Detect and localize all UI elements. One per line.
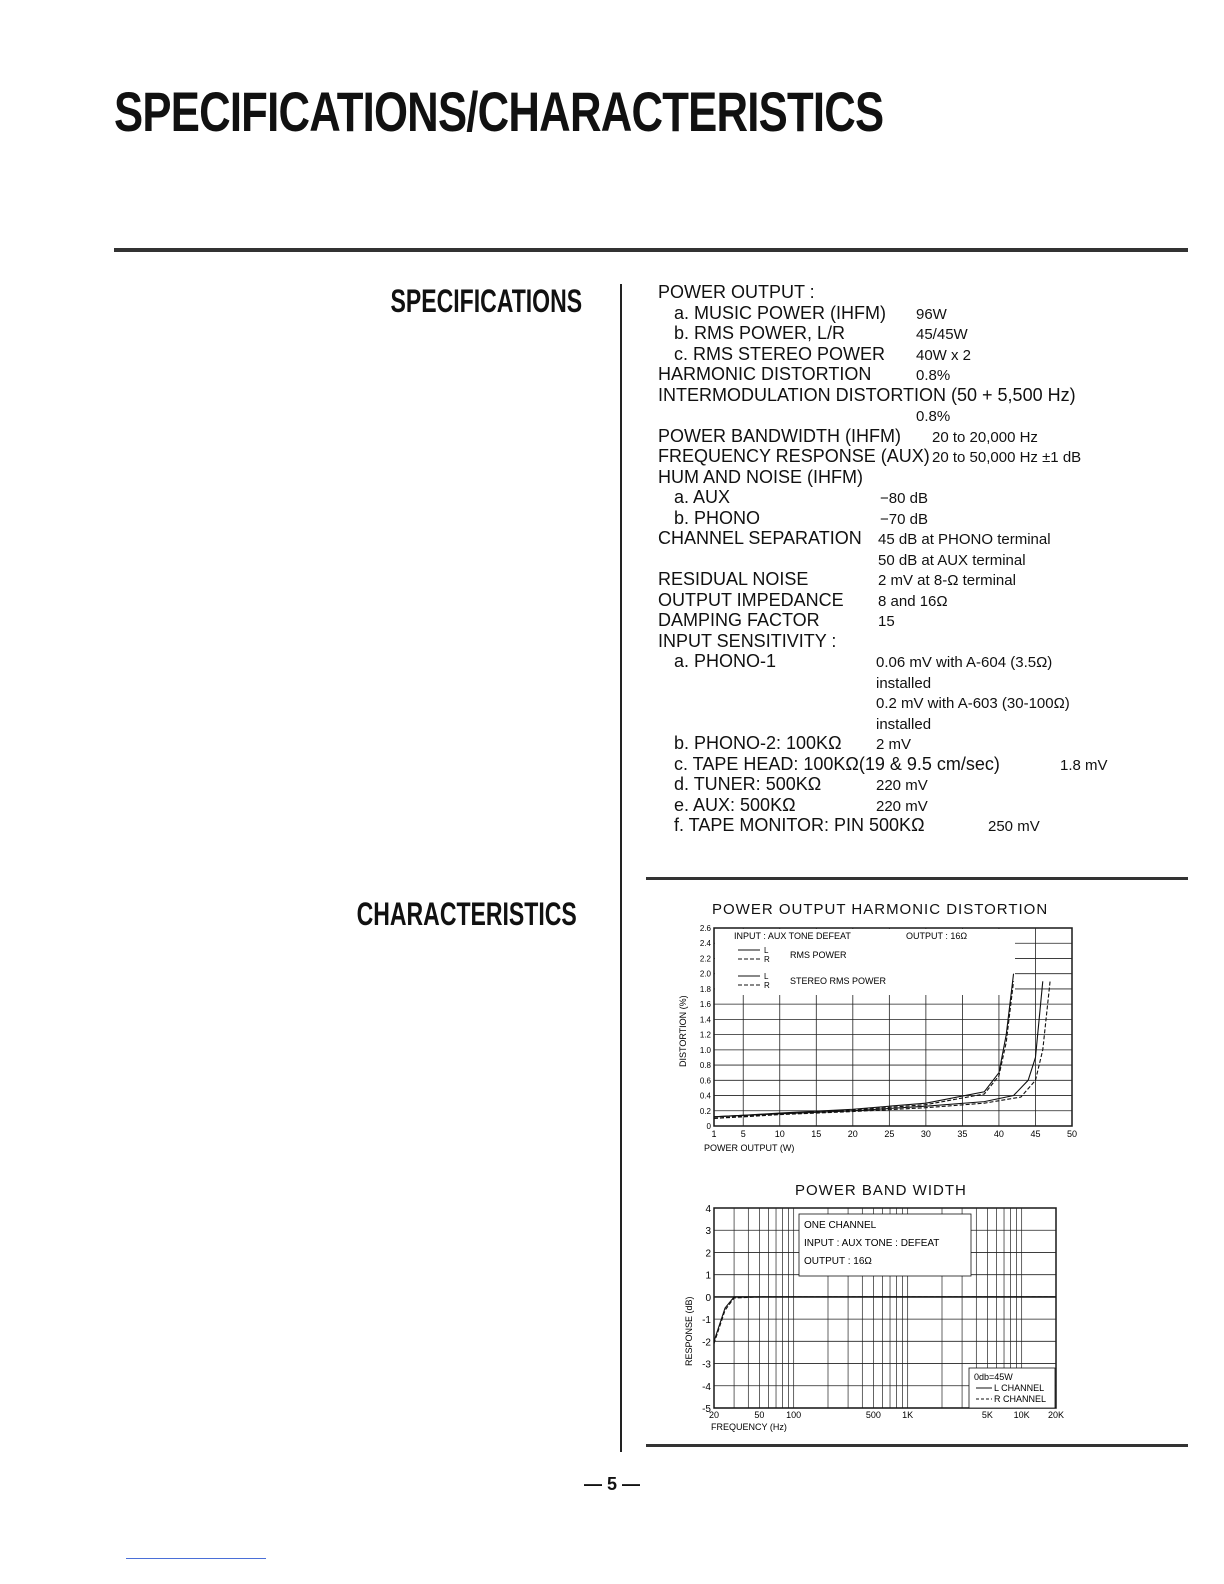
y-tick-label: 0.2 <box>699 1106 711 1116</box>
legend-group-label: STEREO RMS POWER <box>790 976 887 986</box>
spec-value: −80 dB <box>880 490 928 507</box>
x-tick-label: 100 <box>786 1410 802 1420</box>
y-tick-label: -4 <box>702 1381 711 1393</box>
x-tick-label: 15 <box>811 1129 822 1139</box>
spec-label: POWER OUTPUT : <box>658 282 815 302</box>
y-tick-label: 0 <box>705 1292 711 1304</box>
x-tick-label: 20K <box>1047 1410 1065 1420</box>
spec-value: 1.8 mV <box>1060 756 1108 774</box>
spec-label: HARMONIC DISTORTION <box>658 364 872 384</box>
y-tick-label: 2 <box>705 1248 711 1260</box>
spec-value: −70 dB <box>880 510 928 528</box>
spec-label: INPUT SENSITIVITY : <box>658 630 837 651</box>
info-text: ONE CHANNEL <box>804 1220 877 1231</box>
legend-output: OUTPUT : 16Ω <box>906 931 968 941</box>
bandwidth-chart-title: POWER BAND WIDTH <box>795 1182 967 1199</box>
y-tick-label: 2.0 <box>699 969 711 979</box>
legend-line-label: R <box>764 981 770 990</box>
x-axis-label: POWER OUTPUT (W) <box>704 1143 795 1153</box>
x-tick-label: 30 <box>920 1129 931 1139</box>
spec-label: a. AUX <box>674 487 731 507</box>
spec-value: 50 dB at AUX terminal <box>878 551 1026 569</box>
y-tick-label: -1 <box>702 1315 711 1327</box>
spec-label: c. TAPE HEAD: 100KΩ(19 & 9.5 cm/sec) <box>674 753 1000 774</box>
y-tick-label: 2.6 <box>699 924 711 933</box>
spec-value: installed <box>876 674 932 692</box>
x-tick-label: 10K <box>1013 1410 1030 1420</box>
x-tick-label: 20 <box>847 1129 858 1139</box>
specifications-heading: SPECIFICATIONS <box>390 283 582 319</box>
spec-value: 220 mV <box>876 797 928 815</box>
spec-value: 8 and 16Ω <box>878 592 948 610</box>
y-tick-label: 1.2 <box>699 1030 711 1040</box>
y-tick-label: 3 <box>705 1226 711 1238</box>
column-divider <box>620 284 622 1452</box>
legend-label: L CHANNEL <box>994 1383 1045 1393</box>
x-tick-label: 1 <box>711 1129 717 1139</box>
spec-label: b. PHONO-2: 100KΩ <box>674 733 842 753</box>
y-tick-label: 4 <box>705 1204 711 1215</box>
spec-value: 0.06 mV with A-604 (3.5Ω) <box>876 654 1053 671</box>
x-tick-label: 5K <box>981 1410 993 1420</box>
spec-label: f. TAPE MONITOR: PIN 500KΩ <box>674 815 925 835</box>
legend-line-label: L <box>764 972 769 981</box>
x-tick-label: 25 <box>884 1129 895 1139</box>
underline-mark <box>126 1558 266 1559</box>
series-line <box>714 1297 1056 1344</box>
info-text: OUTPUT : 16Ω <box>804 1256 872 1267</box>
spec-label: b. RMS POWER, L/R <box>674 323 846 343</box>
spec-label: b. PHONO <box>674 507 761 528</box>
legend-title: INPUT : AUX TONE DEFEAT <box>734 931 851 941</box>
y-tick-label: 0.8 <box>699 1061 711 1071</box>
x-axis-label: FREQUENCY (Hz) <box>711 1422 787 1432</box>
spec-label: DAMPING FACTOR <box>658 610 820 630</box>
spec-label: e. AUX: 500KΩ <box>674 794 796 815</box>
spec-value: 0.8% <box>916 367 951 384</box>
spec-value: 20 to 20,000 Hz <box>932 428 1038 446</box>
y-tick-label: -2 <box>702 1337 711 1349</box>
spec-value: 250 mV <box>988 818 1040 835</box>
y-tick-label: 1.0 <box>699 1045 711 1055</box>
y-tick-label: 1.4 <box>699 1015 711 1025</box>
spec-label: OUTPUT IMPEDANCE <box>658 589 844 610</box>
characteristics-heading: CHARACTERISTICS <box>356 896 577 932</box>
x-tick-label: 35 <box>957 1129 968 1139</box>
x-tick-label: 20 <box>708 1410 720 1420</box>
y-tick-label: 0 <box>706 1122 711 1131</box>
y-tick-label: 0.4 <box>699 1091 711 1101</box>
y-tick-label: 2.2 <box>699 954 711 964</box>
x-tick-label: 5 <box>740 1129 746 1139</box>
y-tick-label: 1.6 <box>699 1000 711 1010</box>
y-axis-label: DISTORTION (%) <box>678 995 688 1067</box>
x-tick-label: 500 <box>865 1410 881 1420</box>
characteristics-rule <box>646 877 1188 880</box>
y-tick-label: 1.8 <box>699 984 711 994</box>
spec-value: 2 mV at 8-Ω terminal <box>878 572 1016 589</box>
spec-label: c. RMS STEREO POWER <box>674 343 886 364</box>
legend-group-label: RMS POWER <box>790 950 847 960</box>
distortion-chart-title: POWER OUTPUT HARMONIC DISTORTION <box>712 901 1049 918</box>
legend-line-label: R <box>764 955 770 964</box>
spec-value: 45/45W <box>916 326 968 343</box>
x-tick-label: 50 <box>754 1410 765 1420</box>
spec-value: 96W <box>916 305 947 323</box>
info-text: INPUT : AUX TONE : DEFEAT <box>804 1238 940 1249</box>
page-number: — 5 — <box>583 1474 640 1494</box>
spec-label: a. MUSIC POWER (IHFM) <box>674 302 886 323</box>
x-tick-label: 50 <box>1066 1129 1078 1139</box>
spec-value: 45 dB at PHONO terminal <box>878 531 1051 548</box>
page-title: SPECIFICATIONS/CHARACTERISTICS <box>114 80 884 143</box>
spec-value: 2 mV <box>876 736 912 753</box>
spec-label: HUM AND NOISE (IHFM) <box>658 466 863 487</box>
x-tick-label: 40 <box>993 1129 1004 1139</box>
legend-label: 0db=45W <box>974 1372 1013 1382</box>
spec-value: 220 mV <box>876 777 928 794</box>
spec-label: INTERMODULATION DISTORTION (50 + 5,500 Hz) <box>658 384 1076 405</box>
bandwidth-chart <box>670 1200 1090 1445</box>
y-axis-label: RESPONSE (dB) <box>684 1296 694 1366</box>
y-tick-label: -3 <box>702 1359 711 1371</box>
spec-label: POWER BANDWIDTH (IHFM) <box>658 425 901 446</box>
spec-label: RESIDUAL NOISE <box>658 569 809 589</box>
x-tick-label: 10 <box>774 1129 785 1139</box>
top-rule <box>114 248 1188 252</box>
spec-value: 0.2 mV with A-603 (30-100Ω) <box>876 695 1070 712</box>
spec-value: 20 to 50,000 Hz ±1 dB <box>932 449 1082 466</box>
spec-label: a. PHONO-1 <box>674 651 777 671</box>
x-tick-label: 1K <box>902 1410 914 1420</box>
spec-value: 0.8% <box>916 408 951 425</box>
y-tick-label: 0.6 <box>699 1076 711 1086</box>
spec-value: 15 <box>878 613 895 630</box>
distortion-chart <box>670 920 1090 1165</box>
legend-label: R CHANNEL <box>994 1394 1047 1404</box>
spec-label: d. TUNER: 500KΩ <box>674 774 822 794</box>
spec-label: CHANNEL SEPARATION <box>658 528 862 548</box>
x-tick-label: 45 <box>1030 1129 1041 1139</box>
y-tick-label: 1 <box>705 1270 711 1282</box>
y-tick-label: -5 <box>702 1404 711 1415</box>
series-line <box>714 981 1043 1117</box>
spec-value: 40W x 2 <box>916 346 972 364</box>
y-tick-label: 2.4 <box>699 939 711 949</box>
spec-label: FREQUENCY RESPONSE (AUX) <box>658 446 930 466</box>
spec-value: installed <box>876 715 932 733</box>
legend-line-label: L <box>764 946 769 955</box>
